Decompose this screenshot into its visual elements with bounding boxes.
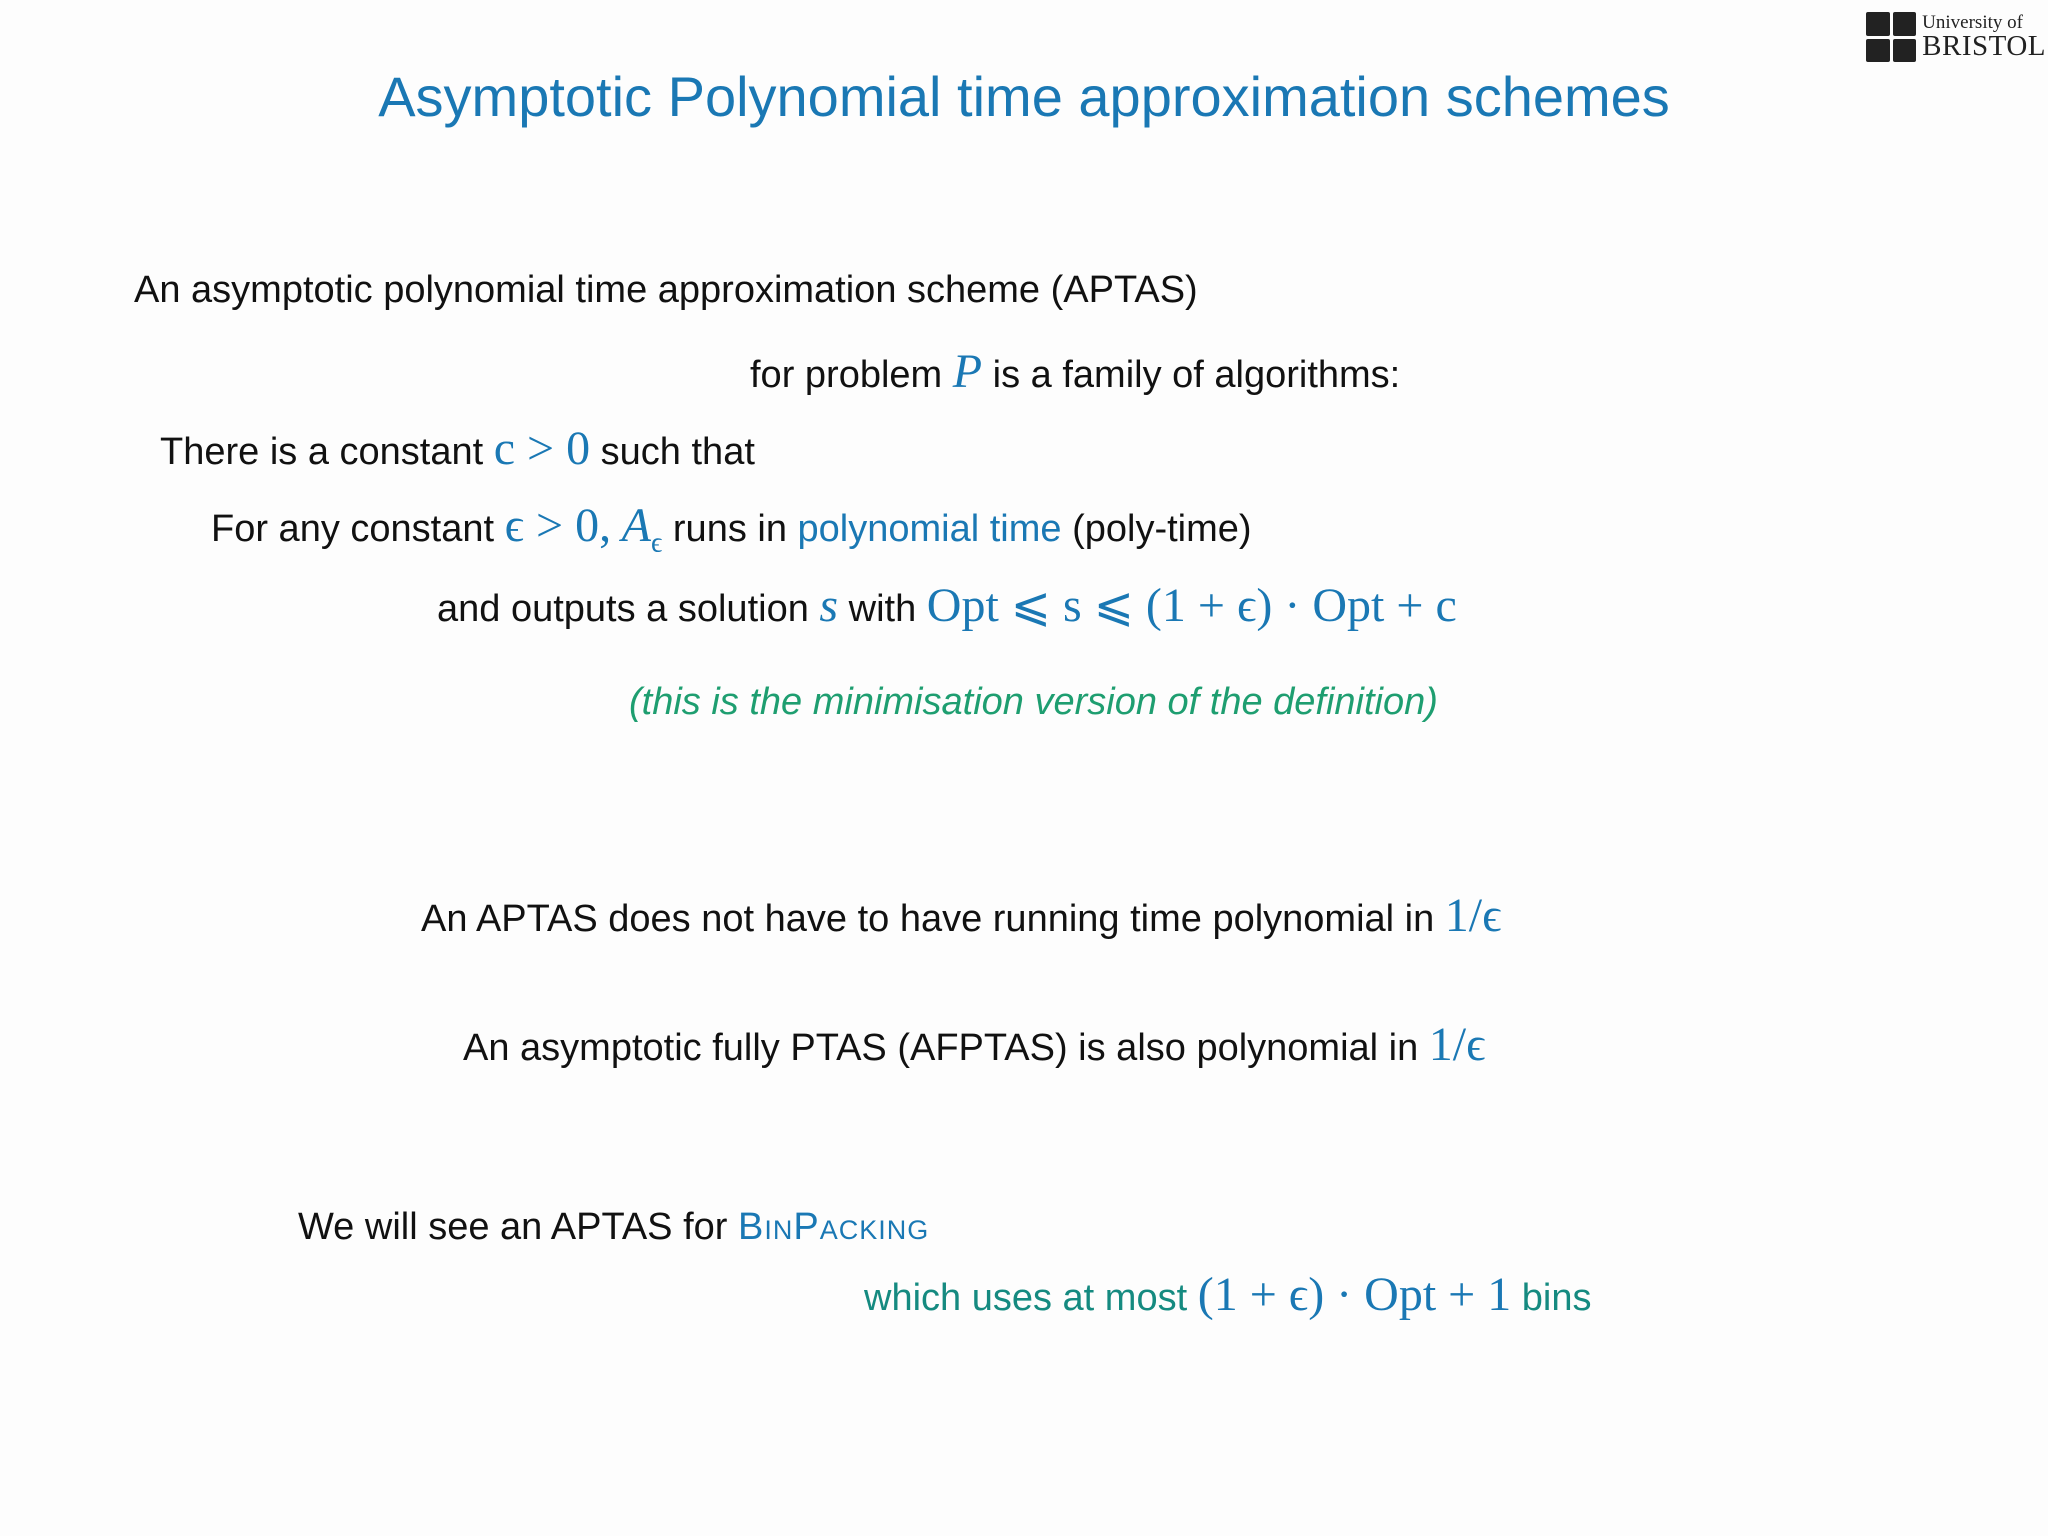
binpacking-line (298, 1205, 929, 1251)
bristol-crest-icon (1866, 12, 1916, 62)
constant-c-math: c > 0 (493, 422, 591, 475)
inverse-epsilon-math-2: 1/ϵ (1428, 1018, 1486, 1071)
problem-symbol: P (952, 345, 983, 398)
definition-text-5a: and outputs a solution (437, 588, 809, 630)
definition-line-2 (750, 343, 1400, 401)
inverse-epsilon-math: 1/ϵ (1444, 889, 1502, 942)
definition-text-2b: is a family of algorithms: (992, 354, 1401, 396)
definition-text-1: An asymptotic polynomial time approximation scheme (APTAS) (134, 269, 1198, 311)
definition-line-3 (160, 420, 755, 478)
algorithm-symbol: $A_\epsilon$ (621, 499, 663, 559)
logo-wordmark (1922, 13, 2046, 61)
definition-text-5b: with (848, 588, 917, 630)
binpacking-problem-name: BinPacking (738, 1206, 930, 1248)
minimisation-note: (this is the minimisation version of the definition) (629, 681, 1438, 723)
approximation-bound-math: Opt ⩽ s ⩽ (1 + ϵ) · Opt + c (926, 579, 1457, 632)
solution-symbol: s (819, 579, 839, 632)
logo-line2: BRISTOL (1922, 30, 2046, 62)
definition-text-3b: such that (600, 431, 755, 473)
aptas-note-text: An APTAS does not have to have running time polynomial in (421, 898, 1435, 940)
definition-line-5 (437, 577, 1457, 635)
definition-text-4a: For any constant (211, 508, 495, 550)
definition-text-4c: (poly-time) (1072, 508, 1252, 550)
definition-text-3a: There is a constant (160, 431, 484, 473)
definition-line-4 (211, 497, 1252, 560)
definition-text-2a: for problem (750, 354, 943, 396)
logo-line1: University of (1922, 12, 2023, 33)
binpacking-text: We will see an APTAS for (298, 1206, 728, 1248)
afptas-note (463, 1016, 1486, 1074)
university-logo (1866, 12, 2046, 62)
slide-title: Asymptotic Polynomial time approximation schemes (378, 65, 1670, 128)
polynomial-time-term: polynomial time (797, 508, 1062, 550)
binpacking-bound-math: (1 + ϵ) · Opt + 1 (1197, 1268, 1512, 1321)
afptas-note-text: An asymptotic fully PTAS (AFPTAS) is also polynomial in (463, 1027, 1419, 1069)
binpacking-bins-text: bins (1521, 1277, 1592, 1319)
definition-line-1 (134, 268, 1198, 314)
epsilon-math: ϵ > 0, (504, 499, 612, 552)
binpacking-bound-text: which uses at most (864, 1277, 1188, 1319)
binpacking-bound-line (864, 1266, 1592, 1324)
aptas-running-time-note (421, 887, 1502, 945)
definition-text-4b: runs in (672, 508, 787, 550)
